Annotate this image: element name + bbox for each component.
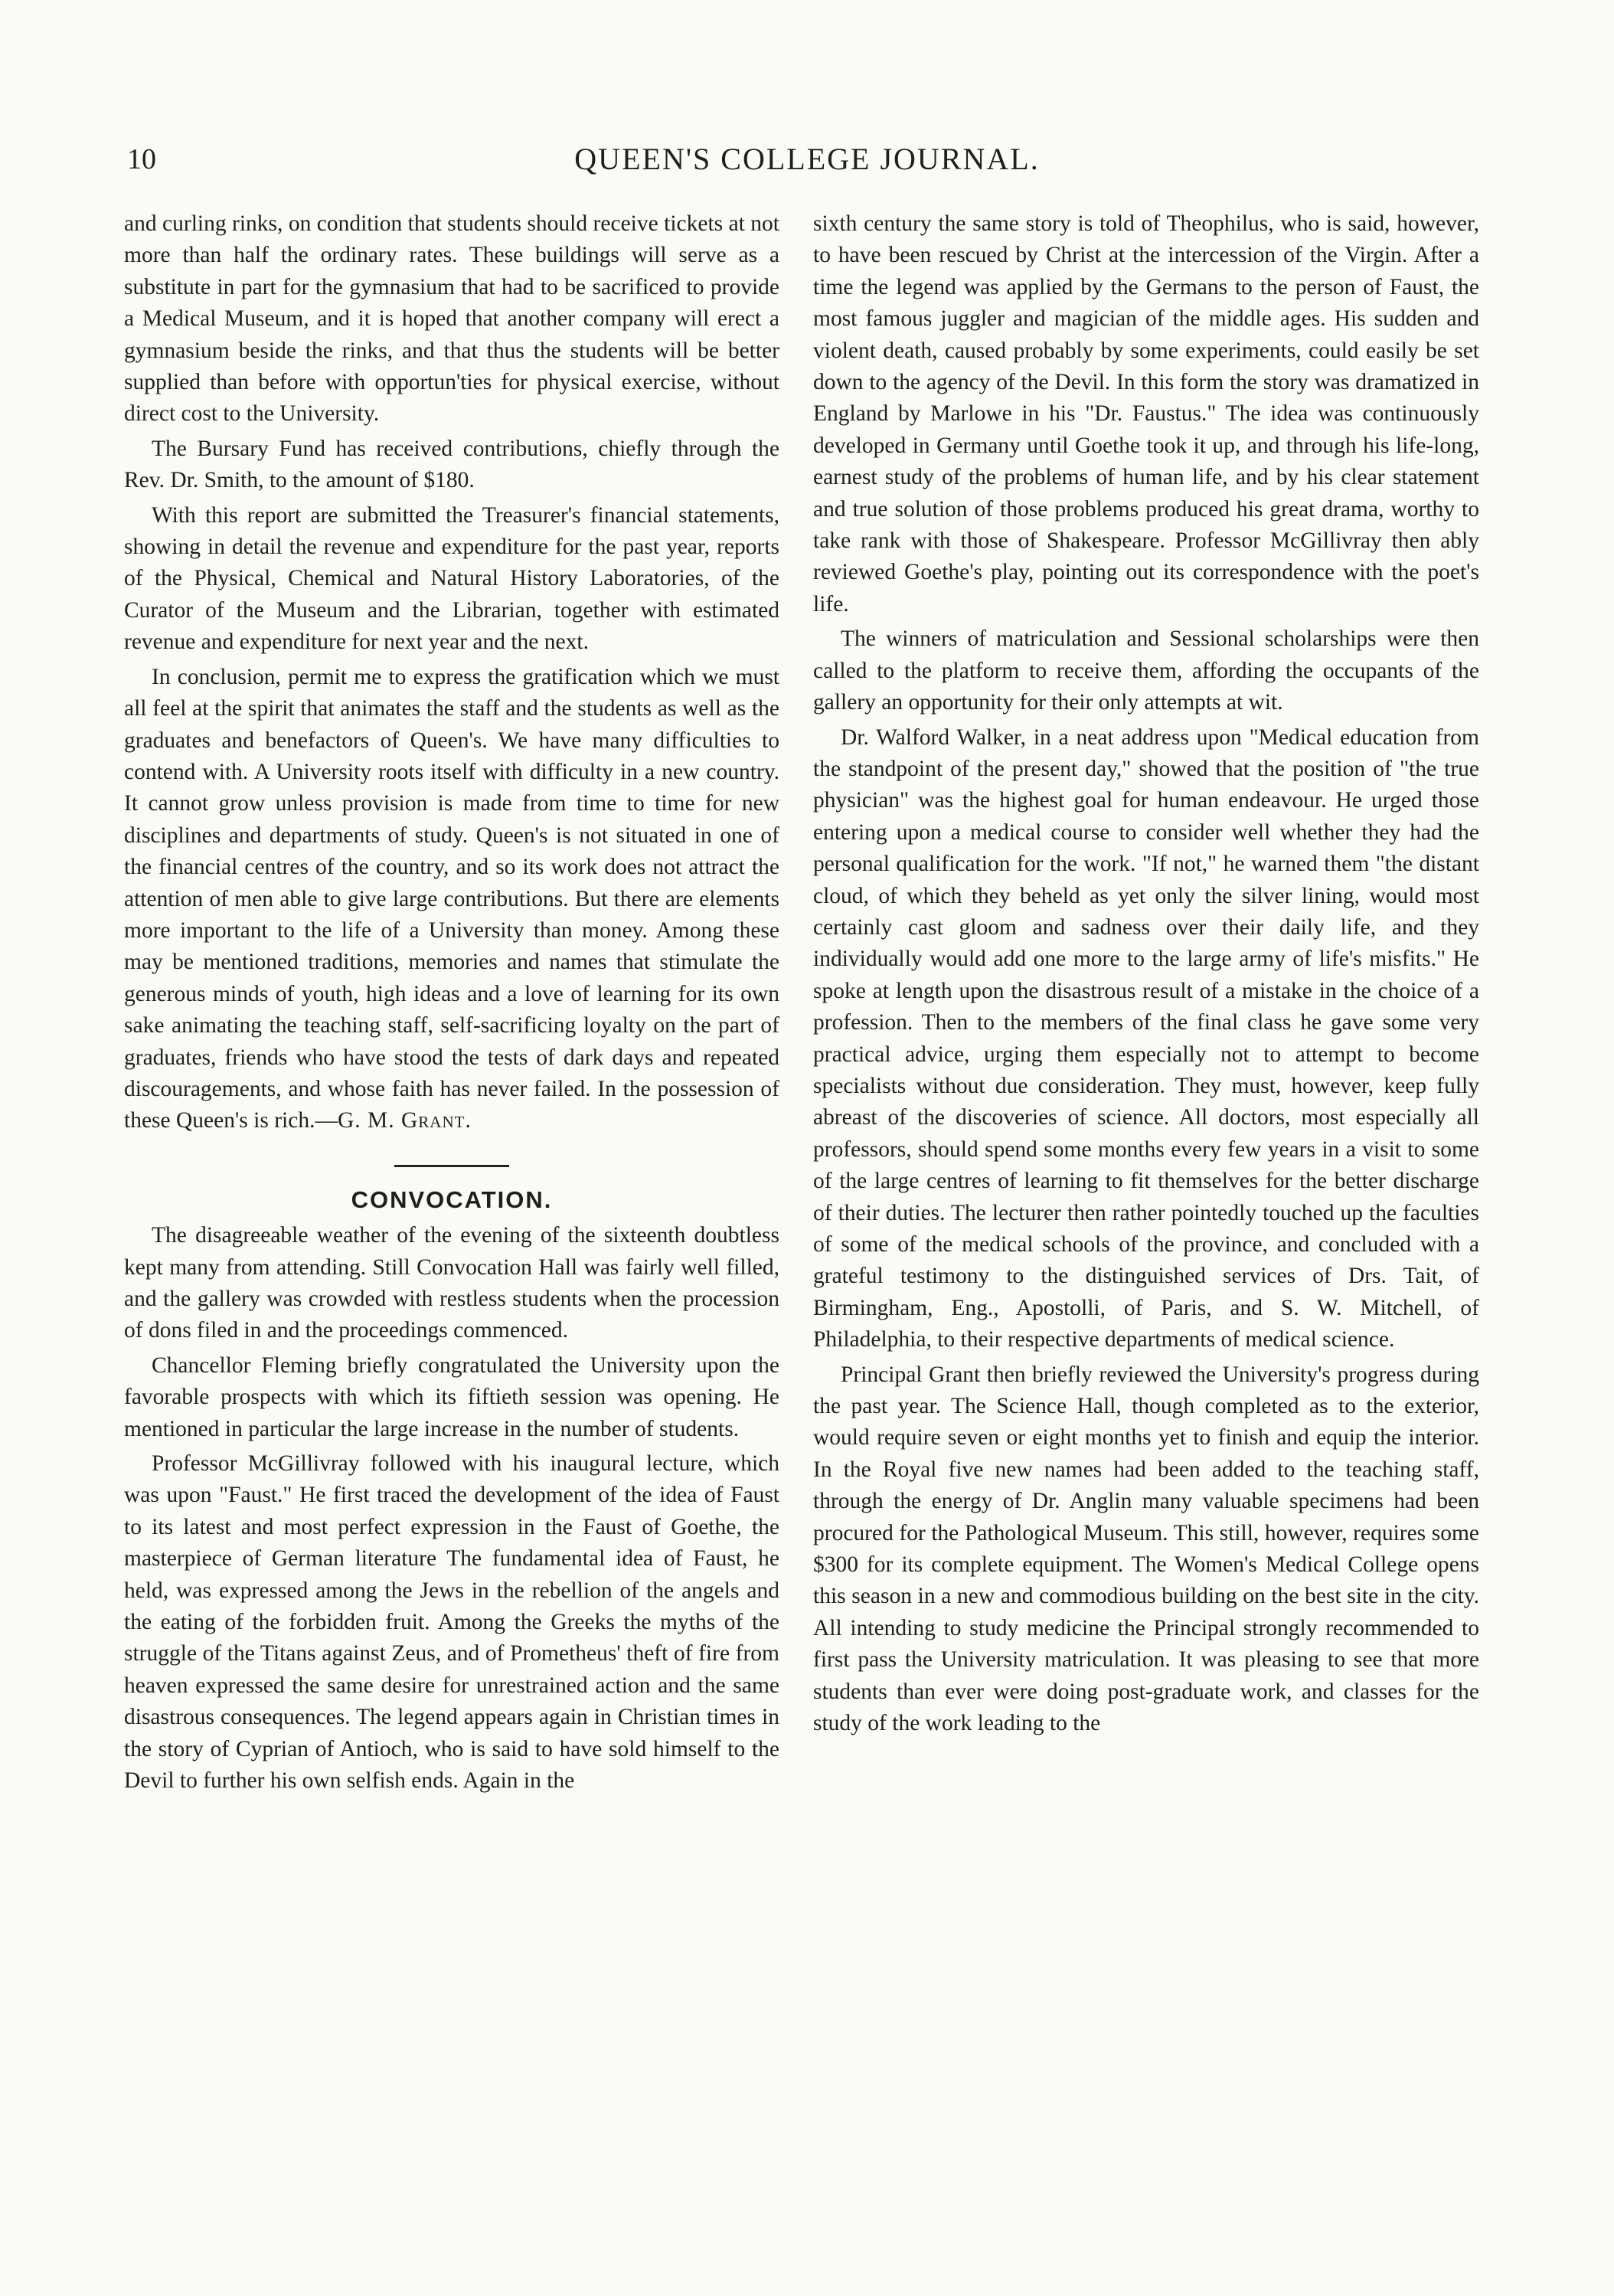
paragraph: Principal Grant then briefly reviewed the University's progress during the past year. The Science Hall, though completed as to the exterior, would require seven or eight months yet to finish and equip the interior. In the Royal five new names had been added to the teaching staff, through the energy of Dr. Anglin many valuable specimens had been procured for the Pathological Museum. This still, however, requires some $300 for its complete equipment. The Women's Medical College opens this season in a new and commodious building on the best site in the city. All intending to study medicine the Principal strongly recommended to first pass the University matriculation. It was pleasing to see that more students than ever were doing post-graduate work, and classes for the study of the work leading to the xyxy=(813,1362,1479,1736)
paragraph: Dr. Walford Walker, in a neat address upon "Medical education from the standpoint of the present day," showed that the position of "the true physician" was the highest goal for human endeavour. He urged those entering upon a medical course to consider well whether they had the personal qualification for the work. "If not," he warned them "the distant cloud, of which they beheld as yet only the silver lining, would most certainly cast gloom and sadness over their daily life, and they individually would add one more to the large army of life's misfits." He spoke at length upon the disastrous result of a mistake in the choice of a profession. Then to the members of the final class he gave some very practical advice, urging them especially not to attempt to become specialists without due consideration. They must, however, keep fully abreast of the discoveries of science. All doctors, most especially all professors, should spend some months every few years in a visit to some of the large centres of learning to fit themselves for the better discharge of their duties. The lecturer then rather pointedly touched up the faculties of some of the medical schools of the province, and concluded with a grateful testimony to the distinguished services of Drs. Tait, of Birmingham, Eng., Apostolli, of Paris, and S. W. Mitchell, of Philadelphia, to their respective departments of medical science. xyxy=(813,724,1479,1352)
paragraph: The Bursary Fund has received contributions, chiefly through the Rev. Dr. Smith, to the amount of $180. xyxy=(124,436,779,493)
paragraph: The winners of matriculation and Sessional scholarships were then called to the platform to receive them, affording the occupants of the gallery an opportunity for their only attempts at wit. xyxy=(813,626,1479,715)
paragraph: The disagreeable weather of the evening of the sixteenth doubtless kept many from attending. Still Convocation Hall was fairly well filled, and the gallery was crowded with restless students when the procession of dons filed in and the proceedings commenced. xyxy=(124,1223,779,1343)
section-heading: CONVOCATION. xyxy=(351,1186,553,1213)
paragraph: Professor McGillivray followed with his inaugural lecture, which was upon "Faust." He first traced the development of the idea of Faust to its latest and most perfect expression in the Faust of Goethe, the masterpiece of German literature The fundamental idea of Faust, he held, was expressed among the Jews in the rebellion of the angels and the eating of the forbidden fruit. Among the Greeks the myths of the struggle of the Titans against Zeus, and of Prometheus' theft of fire from heaven expressed the same desire for unrestrained action and the same disastrous consequences. The legend appears again in Christian times in the story of Cyprian of Antioch, who is said to have sold himself to the Devil to further his own selfish ends. Again in the xyxy=(124,1451,779,1794)
left-column xyxy=(124,208,779,2261)
paragraph: With this report are submitted the Treasurer's financial statements, showing in detail the revenue and expenditure for the past year, reports of the Physical, Chemical and Natural History Laboratories, of the Curator of the Museum and the Librarian, together with estimated revenue and expenditure for next year and the next. xyxy=(124,502,779,655)
section-divider xyxy=(394,1165,509,1167)
paragraph: Chancellor Fleming briefly congratulated the University upon the favorable prospects with which its fiftieth session was opening. He mentioned in particular the large increase in the number of students. xyxy=(124,1352,779,1441)
author-signature: G. M. Grant. xyxy=(337,1108,472,1133)
paragraph xyxy=(124,662,779,1137)
paragraph-text: In conclusion, permit me to express the gratification which we must all feel at the spirit that animates the staff and the students as well as the graduates and benefactors of Queen's. We have many difficulties to contend with. A University roots itself with difficulty in a new country. It cannot grow unless provision is made from time to time for new disciplines and departments of study. Queen's is not situated in one of the financial centres of the country, and so its work does not attract the attention of men able to give large contributions. But there are elements more important to the life of a University than money. Among these may be mentioned traditions, memories and names that stimulate the generous minds of youth, high ideas and a love of learning for its own sake animating the teaching staff, self-sacrificing loyalty on the part of graduates, friends who have stood the tests of dark days and repeated discouragements, and whose faith has never failed. In the possession of these Queen's is rich.— xyxy=(124,664,779,1133)
paragraph: sixth century the same story is told of Theophilus, who is said, however, to have been rescued by Christ at the intercession of the Virgin. After a time the legend was applied by the Germans to the person of Faust, the most famous juggler and magician of the middle ages. His sudden and violent death, caused probably by some experiments, could easily be set down to the agency of the Devil. In this form the story was dramatized in England by Marlowe in his "Dr. Faustus." The idea was continuously developed in Germany until Goethe took it up, and through his life-long, earnest study of the problems of human life, and by his clear statement and true solution of those problems produced his great drama, worthy to take rank with those of Shakespeare. Professor McGillivray then ably reviewed Goethe's play, pointing out its correspondence with the poet's life. xyxy=(813,211,1479,617)
right-column xyxy=(813,208,1479,2261)
running-title: QUEEN'S COLLEGE JOURNAL. xyxy=(574,142,1040,176)
paragraph: and curling rinks, on condition that students should receive tickets at not more than half the ordinary rates. These buildings will serve as a substitute in part for the gymnasium that had to be sacrificed to provide a Medical Museum, and it is hoped that another company will erect a gymnasium beside the rinks, and that thus the students will be better supplied than before with opportun'ties for physical exercise, without direct cost to the University. xyxy=(124,211,779,427)
page-number: 10 xyxy=(127,143,156,175)
